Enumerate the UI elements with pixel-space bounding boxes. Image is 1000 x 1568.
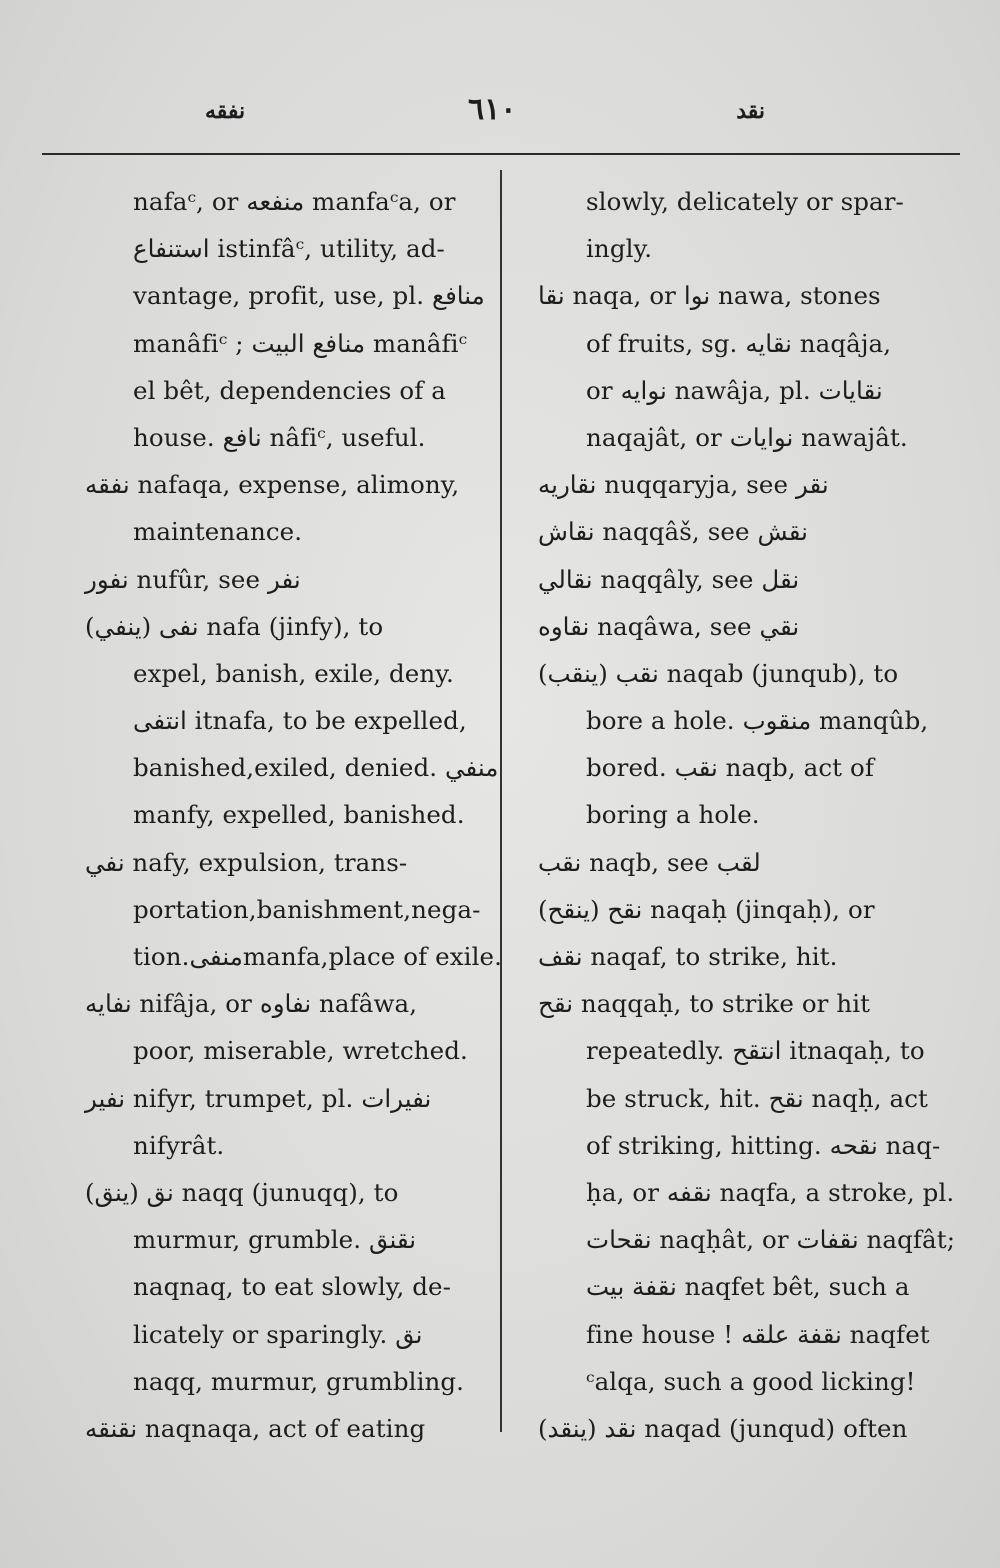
text-line: نقح naqqaḥ, to strike or hit	[538, 989, 871, 1019]
right-column	[538, 178, 956, 1452]
text-line: نقا naqa, or نوا nawa, stones	[538, 281, 881, 311]
text-line: نفايه nifâja, or نفاوه nafâwa,	[85, 989, 418, 1019]
text-line: poor, miserable, wretched.	[133, 1036, 468, 1066]
text-line: نقح (ينقح) naqaḥ (jinqaḥ), or	[538, 894, 875, 924]
text-line: naqq, murmur, grumbling.	[133, 1366, 465, 1396]
text-line: nifyrât.	[133, 1130, 225, 1160]
text-line: tion.منفىmanfa,place of exile.	[133, 942, 503, 971]
text-line: slowly, delicately or spar-	[586, 187, 904, 216]
text-line: house. نافع nâfiᶜ, useful.	[133, 422, 426, 452]
column-divider	[500, 170, 502, 1432]
text-line: or نوايه nawâja, pl. نقايات	[586, 375, 883, 405]
text-line: استنفاع istinfâᶜ, utility, ad-	[133, 234, 445, 264]
text-line: نقنقه naqnaqa, act of eating	[85, 1413, 426, 1443]
text-line: نفقه nafaqa, expense, alimony,	[85, 470, 460, 500]
text-line: نفى (ينفي) nafa (jinfy), to	[85, 611, 384, 641]
text-line: نقف naqaf, to strike, hit.	[538, 942, 838, 971]
text-line: نفور nufûr, see نفر	[85, 564, 301, 594]
text-line: el bêt, dependencies of a	[133, 375, 446, 405]
text-line: ḥa, or نقفه naqfa, a stroke, pl.	[586, 1177, 955, 1207]
text-line: انتفى itnafa, to be expelled,	[133, 706, 467, 736]
text-line: of striking, hitting. نقحه naq-	[586, 1130, 941, 1160]
text-line: نفير nifyr, trumpet, pl. نفيرات	[85, 1083, 432, 1113]
left-column	[85, 178, 503, 1452]
text-line: نقد (ينقد) naqad (junqud) often	[538, 1413, 908, 1443]
text-line: naqajât, or نوايات nawajât.	[586, 422, 908, 452]
text-line: be struck, hit. نقح naqḥ, act	[586, 1083, 928, 1113]
text-line: fine house ! نقفة علقه naqfet	[586, 1319, 930, 1349]
text-line: naqnaq, to eat slowly, de-	[133, 1272, 452, 1302]
page-number: ٦١٠	[468, 92, 517, 127]
text-line: bored. نقب naqb, act of	[586, 753, 874, 783]
text-line: expel, banish, exile, deny.	[133, 658, 454, 688]
text-line: of fruits, sg. نقايه naqâja,	[586, 328, 892, 358]
text-line: licately or sparingly. نق	[133, 1319, 423, 1349]
text-line: نقالي naqqâly, see نقل	[538, 564, 800, 594]
header-left-guide-word: نفقه	[205, 98, 246, 124]
text-line: نقاوه naqâwa, see نقي	[538, 611, 800, 641]
text-line: boring a hole.	[586, 800, 760, 830]
text-line: نقاش naqqâš, see نقش	[538, 517, 808, 547]
text-line: نق (ينق) naqq (junuqq), to	[85, 1177, 399, 1207]
text-line: murmur, grumble. نقنق	[133, 1225, 417, 1255]
text-line: نقاريه nuqqaryja, see نقر	[538, 470, 829, 500]
text-line: bore a hole. منقوب manqûb,	[586, 706, 929, 736]
text-line: vantage, profit, use, pl. منافع	[133, 281, 485, 311]
text-line: portation,banishment,nega-	[133, 894, 481, 924]
text-line: ingly.	[586, 234, 653, 264]
text-line: repeatedly. انتقح itnaqaḥ, to	[586, 1036, 925, 1066]
text-line: manâfiᶜ ; منافع البيت manâfiᶜ	[133, 328, 468, 358]
text-line: nafaᶜ, or منفعه manfaᶜa, or	[133, 187, 456, 216]
text-line: نقفة بيت naqfet bêt, such a	[586, 1272, 910, 1302]
text-line: نقب (ينقب) naqab (junqub), to	[538, 658, 899, 688]
text-line: نقب naqb, see لقب	[538, 847, 761, 877]
text-line: ᶜalqa, such a good licking!	[586, 1366, 916, 1396]
header-rule	[42, 153, 960, 155]
text-line: نقحات naqḥât, or نقفات naqfât;	[586, 1225, 956, 1255]
text-line: banished,exiled, denied. منفي	[133, 753, 499, 783]
text-line: نفي nafy, expulsion, trans-	[85, 847, 408, 877]
header-right-guide-word: نقد	[736, 98, 765, 124]
page-header	[40, 92, 960, 142]
text-line: maintenance.	[133, 517, 303, 547]
text-line: manfy, expelled, banished.	[133, 800, 465, 830]
